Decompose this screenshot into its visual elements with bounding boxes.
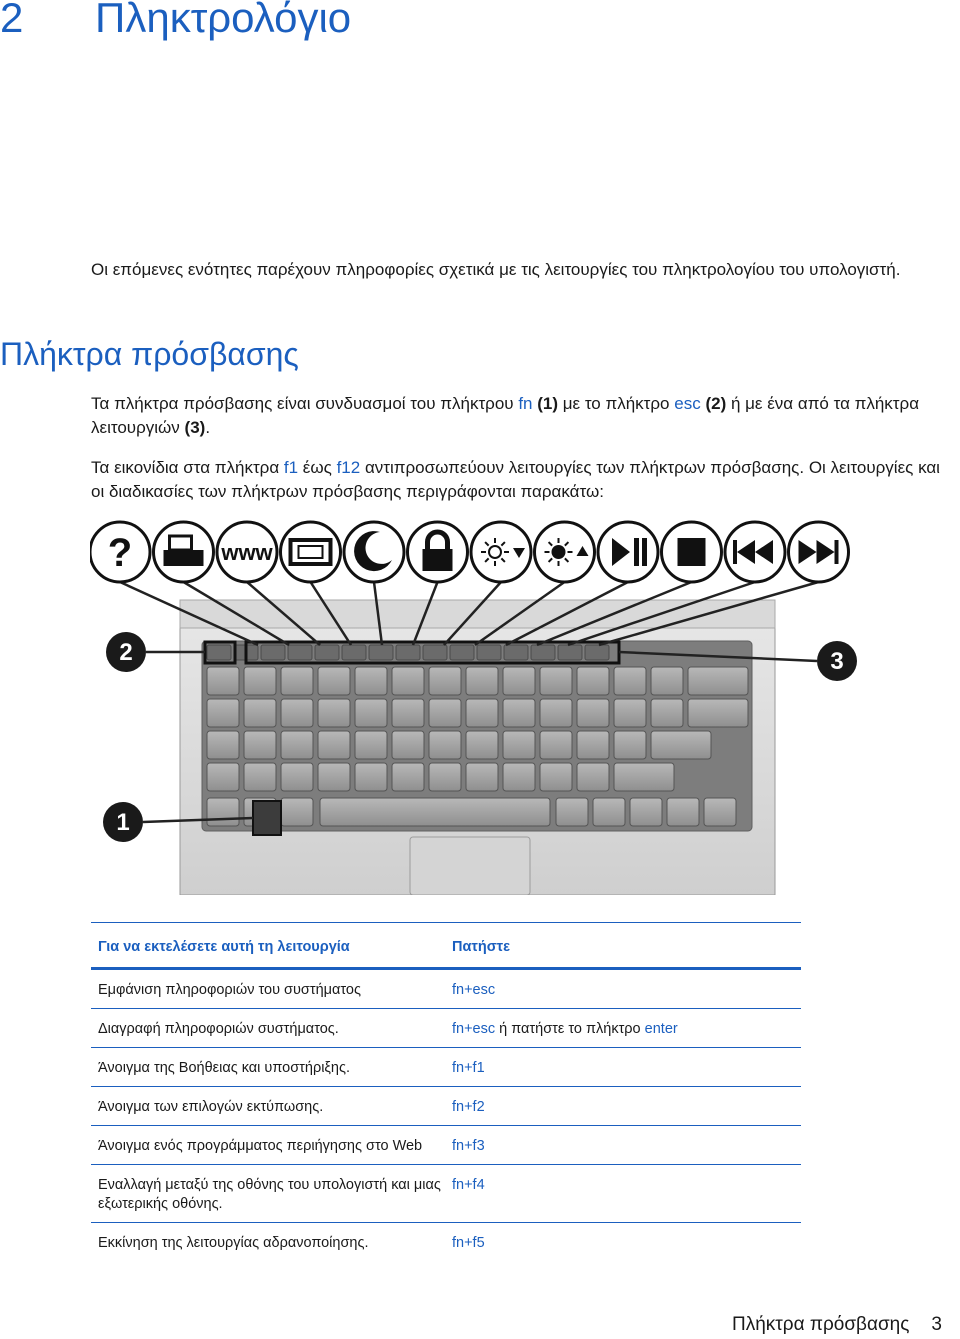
svg-text:1: 1 <box>116 809 130 836</box>
brightness-up-icon <box>535 522 595 582</box>
touchpad <box>410 837 530 895</box>
f1-key-ref: f1 <box>283 458 299 477</box>
help-icon <box>90 522 150 582</box>
table-row: Διαγραφή πληροφοριών συστήματος. fn+esc ή πατήστε το πλήκτρο enter <box>91 1009 801 1048</box>
table-row: Άνοιγμα ενός προγράμματος περιήγησης στο Web fn+f3 <box>91 1126 801 1165</box>
chapter-heading <box>0 0 351 42</box>
footer-section-title: Πλήκτρα πρόσβασης <box>731 1314 910 1335</box>
fn-key-ref: fn <box>518 394 533 413</box>
table-row: Άνοιγμα της Βοήθειας και υποστήριξης. fn+f1 <box>91 1048 801 1087</box>
sleep-moon-icon <box>344 522 404 582</box>
page-number: 3 <box>931 1314 942 1335</box>
section-title: Πλήκτρα πρόσβασης <box>0 336 299 372</box>
lock-icon <box>408 522 468 582</box>
table-row: Εναλλαγή μεταξύ της οθόνης του υπολογιστή και μιας εξωτερικής οθόνης. fn+f4 <box>91 1165 801 1223</box>
table-row: Άνοιγμα των επιλογών εκτύπωσης. fn+f2 <box>91 1087 801 1126</box>
table-header-keys: Πατήστε <box>452 923 801 969</box>
fn-highlight-box <box>253 801 281 835</box>
svg-text:2: 2 <box>119 639 133 666</box>
esc-key-ref: esc <box>674 394 701 413</box>
svg-text:www: www <box>221 540 273 565</box>
next-track-icon <box>789 522 849 582</box>
table-row: Εκκίνηση της λειτουργίας αδρανοποίησης. fn+f5 <box>98 1235 485 1251</box>
svg-text:?: ? <box>107 531 133 575</box>
keyboard-figure <box>90 515 865 895</box>
print-icon <box>154 522 214 582</box>
table-header-action: Για να εκτελέσετε αυτή τη λειτουργία <box>91 923 452 969</box>
page-footer <box>732 1314 942 1336</box>
display-switch-icon <box>281 522 341 582</box>
table-row: Εμφάνιση πληροφοριών του συστήματος fn+esc <box>91 969 801 1009</box>
chapter-number: 2 <box>0 0 24 41</box>
intro-paragraph: Οι επόμενες ενότητες παρέχουν πληροφορίες σχετικά με τις λειτουργίες του πληκτρολογίου του υπολογιστή. <box>91 260 901 279</box>
chapter-title: Πληκτρολόγιο <box>95 0 352 41</box>
f12-key-ref: f12 <box>336 458 361 477</box>
previous-track-icon <box>725 522 785 582</box>
access-keys-paragraph: Τα πλήκτρα πρόσβασης είναι συνδυασμοί του πλήκτρου fn (1) με το πλήκτρο esc (2) ή με ένα από τα πλήκτρα λειτουργιών (3). <box>91 394 920 437</box>
icons-paragraph: Τα εικονίδια στα πλήκτρα f1 έως f12 αντιπροσωπεύουν λειτουργίες των πλήκτρων πρόσβασης. Οι λειτουργίες και οι διαδικασίες των πλήκτρων πρόσβασης περιγράφονται παρακάτω: <box>91 458 940 501</box>
stop-icon <box>662 522 722 582</box>
access-keys-table <box>91 922 801 1261</box>
play-pause-icon <box>598 522 658 582</box>
brightness-down-icon <box>471 522 531 582</box>
www-icon <box>217 522 277 582</box>
svg-text:3: 3 <box>830 648 844 675</box>
